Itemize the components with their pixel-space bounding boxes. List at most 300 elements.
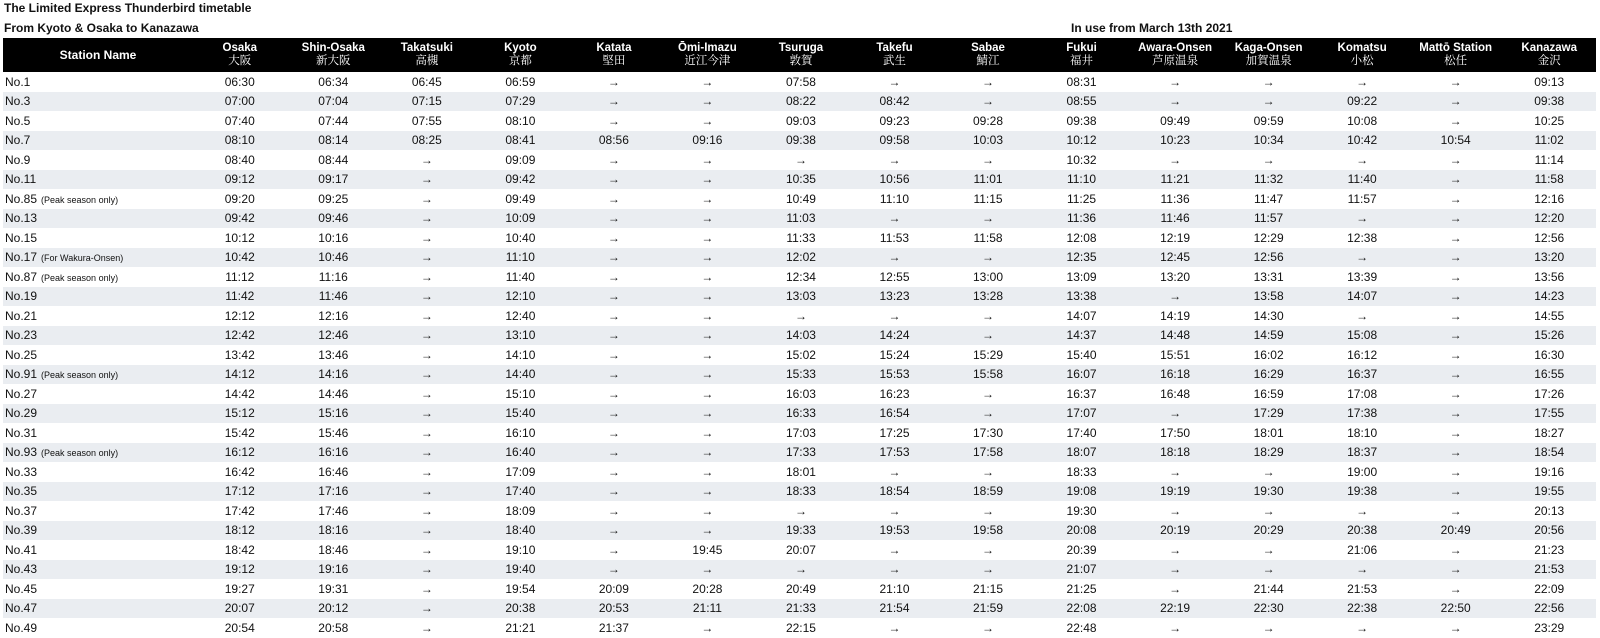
time-cell: → [380,560,474,580]
time-cell: → [701,308,714,323]
time-cell: → [1262,152,1275,167]
time-cell: 11:42 [193,287,287,307]
time-cell: 10:23 [1128,131,1222,151]
time-cell: 15:33 [754,365,848,385]
time-cell: 13:42 [224,347,255,362]
time-cell: 20:38 [474,599,568,619]
time-cell: 20:12 [287,599,381,619]
time-cell: 18:59 [941,482,1035,502]
train-number: No.17 [5,250,38,265]
table-row [3,462,1596,482]
time-cell: → [380,170,474,190]
time-cell: 17:03 [785,425,816,440]
train-number: No.31 [5,425,38,440]
time-cell: 13:10 [474,326,568,346]
timetable-body [3,72,1596,638]
time-cell: → [607,542,620,557]
time-cell: 15:40 [1066,347,1097,362]
time-cell: 11:46 [287,287,381,307]
time-cell: 17:40 [1066,425,1097,440]
time-cell: → [661,365,755,385]
train-name-cell [3,189,193,209]
time-cell: 11:15 [973,191,1003,206]
time-cell: → [941,209,1035,229]
time-cell: → [661,170,755,190]
time-cell: 13:38 [1035,287,1129,307]
table-row [3,423,1596,443]
time-cell: → [1128,404,1222,424]
time-cell: → [1409,482,1503,502]
time-cell: 07:58 [785,74,816,89]
time-cell: → [701,230,714,245]
time-cell: 12:10 [474,287,568,307]
station-name-en: Shin-Osaka [301,42,365,54]
time-cell: → [1409,92,1503,112]
time-cell: 13:46 [318,347,349,362]
table-row [3,579,1596,599]
train-name-cell [3,111,193,131]
time-cell: → [567,482,661,502]
table-row [3,209,1596,229]
train-name-cell [3,131,193,151]
time-cell: → [567,170,661,190]
time-cell: → [567,248,661,268]
time-cell: 18:09 [505,503,536,518]
time-cell: 09:22 [1315,92,1409,112]
time-cell: 09:49 [1160,113,1191,128]
time-cell: 22:50 [1409,599,1503,619]
time-cell: → [1409,365,1503,385]
time-cell: 15:42 [224,425,255,440]
time-cell: 19:55 [1502,482,1596,502]
time-cell: 09:12 [193,170,287,190]
time-cell: → [1262,74,1275,89]
table-row [3,326,1596,346]
time-cell: → [380,404,474,424]
time-cell: 17:58 [941,443,1035,463]
station-name-en: Kyoto [504,42,537,54]
time-cell: 22:15 [785,620,816,635]
train-number: No.35 [5,484,38,499]
time-cell: 19:45 [692,542,723,557]
time-cell: 15:02 [785,347,816,362]
time-cell: 15:46 [318,425,349,440]
time-cell: 09:16 [661,131,755,151]
time-cell: 21:53 [1347,581,1378,596]
time-cell: 17:33 [754,443,848,463]
time-cell: 11:25 [1066,191,1097,206]
train-number: No.29 [5,406,38,421]
document-header [4,0,1594,38]
time-cell: 11:12 [225,269,255,284]
time-cell: 08:22 [754,92,848,112]
train-name-cell [3,579,193,599]
station-header [380,38,474,72]
time-cell: → [888,74,901,89]
time-cell: 12:45 [1128,248,1222,268]
time-cell: 20:28 [692,581,723,596]
time-cell: → [661,248,755,268]
time-cell: 18:16 [287,521,381,541]
time-cell: 19:53 [848,521,942,541]
time-cell: → [1449,308,1462,323]
time-cell: 08:42 [848,92,942,112]
time-cell: → [1449,542,1462,557]
time-cell: 14:46 [318,386,349,401]
time-cell: 12:08 [1066,230,1097,245]
time-cell: → [1169,74,1182,89]
train-name-cell [3,462,193,482]
time-cell: → [607,308,620,323]
time-cell: 14:30 [1253,308,1284,323]
time-cell: 17:12 [193,482,287,502]
station-header [287,38,381,72]
time-cell: → [1169,542,1182,557]
time-cell: 11:58 [973,230,1003,245]
train-name-cell [3,540,193,560]
station-name-jp: 加賀温泉 [1245,55,1292,67]
station-name-jp: 新大阪 [316,55,351,67]
time-cell: → [607,74,620,89]
table-row [3,111,1596,131]
time-cell: → [848,560,942,580]
train-note: (Peak season only) [41,370,119,381]
time-cell: → [661,326,755,346]
time-cell: 21:53 [1502,560,1596,580]
time-cell: 20:49 [1409,521,1503,541]
time-cell: 11:53 [879,230,910,245]
time-cell: 10:46 [287,248,381,268]
time-cell: → [607,269,620,284]
time-cell: 17:40 [474,482,568,502]
time-cell: → [607,464,620,479]
time-cell: 08:44 [318,152,349,167]
time-cell: 11:10 [474,248,568,268]
train-name-cell [3,599,193,619]
time-cell: 11:40 [505,269,535,284]
time-cell: 21:10 [879,581,910,596]
station-name-jp: 芦原温泉 [1152,55,1199,67]
time-cell: → [701,347,714,362]
time-cell: 11:01 [941,170,1035,190]
time-cell: → [941,560,1035,580]
time-cell: → [420,503,433,518]
table-row [3,189,1596,209]
train-name-cell [3,170,193,190]
time-cell: 17:07 [1035,404,1129,424]
time-cell: 11:10 [1035,170,1129,190]
time-cell: 15:40 [474,404,568,424]
table-row [3,618,1596,638]
time-cell: 19:27 [224,581,255,596]
time-cell: → [607,152,620,167]
table-row [3,267,1596,287]
time-cell: → [607,191,620,206]
station-name-en: Ōmi-Imazu [678,42,737,54]
time-cell: 10:09 [474,209,568,229]
train-number: No.47 [5,601,38,616]
time-cell: 08:31 [1066,74,1097,89]
table-row [3,404,1596,424]
train-name-cell [3,306,193,326]
time-cell: 10:12 [224,230,255,245]
time-cell: 11:36 [1035,209,1129,229]
time-cell: 09:59 [1253,113,1284,128]
train-name-cell [3,92,193,112]
time-cell: 14:48 [1128,326,1222,346]
train-number: No.3 [5,94,31,109]
time-cell: → [982,308,995,323]
table-row [3,501,1596,521]
timetable [3,38,1596,638]
time-cell: 17:50 [1160,425,1191,440]
time-cell: → [941,92,1035,112]
time-cell: 18:37 [1315,443,1409,463]
time-cell: 22:30 [1222,599,1316,619]
time-cell: 09:38 [1066,113,1097,128]
train-number: No.45 [5,581,38,596]
time-cell: → [380,443,474,463]
time-cell: 11:33 [786,230,816,245]
time-cell: → [567,404,661,424]
time-cell: → [420,308,433,323]
train-name-cell [3,404,193,424]
time-cell: → [701,386,714,401]
train-number: No.27 [5,386,38,401]
time-cell: 18:18 [1128,443,1222,463]
time-cell: 10:25 [1534,113,1565,128]
time-cell: 21:25 [1066,581,1097,596]
station-name-en: Mattō Station [1419,42,1493,54]
time-cell: → [380,326,474,346]
time-cell: 16:37 [1066,386,1097,401]
time-cell: → [1449,581,1462,596]
time-cell: 16:48 [1160,386,1191,401]
time-cell: → [1409,170,1503,190]
time-cell: 14:37 [1035,326,1129,346]
time-cell: 18:54 [1502,443,1596,463]
time-cell: 12:20 [1502,209,1596,229]
time-cell: 19:30 [1222,482,1316,502]
time-cell: 18:10 [1347,425,1378,440]
time-cell: → [1356,620,1369,635]
time-cell: → [701,425,714,440]
train-number: No.85 [5,191,38,206]
time-cell: → [380,248,474,268]
time-cell: 11:47 [1254,191,1284,206]
time-cell: → [982,542,995,557]
time-cell: 16:55 [1502,365,1596,385]
time-cell: → [380,365,474,385]
time-cell: 15:58 [941,365,1035,385]
time-cell: → [1449,269,1462,284]
time-cell: 15:10 [505,386,536,401]
time-cell: → [888,620,901,635]
time-cell: 14:07 [1066,308,1097,323]
station-name-jp: 武生 [882,55,906,67]
time-cell: → [567,365,661,385]
time-cell: 10:32 [1066,152,1097,167]
time-cell: 21:07 [1035,560,1129,580]
time-cell: → [1409,287,1503,307]
time-cell: 14:16 [287,365,381,385]
train-name-cell [3,267,193,287]
time-cell: 14:12 [193,365,287,385]
train-note: (For Wakura-Onsen) [41,253,124,264]
time-cell: 18:46 [318,542,349,557]
time-cell: → [1449,503,1462,518]
station-name-en: Osaka [222,42,258,54]
time-cell: → [567,209,661,229]
train-number: No.91 [5,367,38,382]
time-cell: 14:03 [754,326,848,346]
time-cell: 21:23 [1534,542,1565,557]
time-cell: → [1409,560,1503,580]
time-cell: 22:56 [1502,599,1596,619]
time-cell: 12:02 [754,248,848,268]
time-cell: 18:29 [1222,443,1316,463]
time-cell: → [1222,560,1316,580]
time-cell: → [607,425,620,440]
time-cell: → [380,287,474,307]
time-cell: 17:42 [224,503,255,518]
train-name-cell [3,618,193,638]
time-cell: 13:23 [848,287,942,307]
station-header [1502,38,1596,72]
time-cell: 08:25 [380,131,474,151]
time-cell: → [567,521,661,541]
time-cell: → [661,443,755,463]
train-name-cell [3,150,193,170]
time-cell: 16:54 [848,404,942,424]
time-cell: 16:33 [754,404,848,424]
time-cell: → [420,620,433,635]
time-cell: 09:38 [1502,92,1596,112]
time-cell: → [1315,209,1409,229]
time-cell: 22:48 [1066,620,1097,635]
time-cell: 17:55 [1502,404,1596,424]
time-cell: 18:42 [224,542,255,557]
time-cell: 21:44 [1253,581,1284,596]
time-cell: → [1262,503,1275,518]
station-header [1128,38,1222,72]
time-cell: → [701,74,714,89]
time-cell: 12:35 [1035,248,1129,268]
time-cell: → [1449,152,1462,167]
time-cell: → [794,152,807,167]
time-cell: → [1315,248,1409,268]
effective-date: In use from March 13th 2021 [1071,21,1233,35]
time-cell: → [380,599,474,619]
train-name-cell [3,326,193,346]
station-name-jp: 鯖江 [976,55,1000,67]
time-cell: 20:38 [1315,521,1409,541]
time-cell: 19:31 [318,581,349,596]
time-cell: → [941,248,1035,268]
time-cell: → [420,386,433,401]
station-name-en: Takatsuki [400,42,453,54]
time-cell: 07:00 [193,92,287,112]
time-cell: → [982,620,995,635]
time-cell: 08:40 [224,152,255,167]
time-cell: → [1449,425,1462,440]
train-note: (Peak season only) [41,448,119,459]
train-name-cell [3,365,193,385]
time-cell: 11:03 [754,209,848,229]
time-cell: → [1262,542,1275,557]
train-number: No.93 [5,445,38,460]
time-cell: 10:56 [848,170,942,190]
time-cell: → [661,482,755,502]
time-cell: 21:37 [598,620,629,635]
train-number: No.13 [5,211,38,226]
time-cell: 17:16 [287,482,381,502]
station-name-en: Fukui [1066,42,1097,54]
station-header [941,38,1035,72]
station-header [1315,38,1409,72]
time-cell: → [661,521,755,541]
train-number: No.23 [5,328,38,343]
time-cell: 12:19 [1160,230,1191,245]
station-name-jp: 近江今津 [684,55,731,67]
train-name-cell [3,228,193,248]
time-cell: 14:42 [224,386,255,401]
station-name-jp: 金沢 [1537,55,1561,67]
time-cell: 14:23 [1502,287,1596,307]
time-cell: → [607,347,620,362]
time-cell: 12:29 [1253,230,1284,245]
time-cell: → [661,404,755,424]
time-cell: 11:14 [1534,152,1564,167]
time-cell: 06:34 [318,74,349,89]
time-cell: 08:41 [474,131,568,151]
time-cell: → [380,482,474,502]
time-cell: → [1222,92,1316,112]
time-cell: 20:29 [1222,521,1316,541]
time-cell: 21:21 [505,620,536,635]
time-cell: 11:57 [1222,209,1316,229]
time-cell: 16:03 [785,386,816,401]
train-name-cell [3,384,193,404]
time-cell: 14:55 [1534,308,1565,323]
time-cell: → [420,464,433,479]
time-cell: 13:03 [754,287,848,307]
time-cell: 13:20 [1502,248,1596,268]
time-cell: 09:17 [287,170,381,190]
train-number: No.21 [5,308,38,323]
train-number: No.49 [5,620,38,635]
station-name-jp: 堅田 [602,55,626,67]
time-cell: 16:10 [505,425,536,440]
train-number: No.19 [5,289,38,304]
time-cell: 18:27 [1534,425,1565,440]
time-cell: 21:11 [661,599,755,619]
time-cell: → [1169,620,1182,635]
time-cell: → [380,209,474,229]
time-cell: 10:03 [941,131,1035,151]
time-cell: → [1356,503,1369,518]
time-cell: 11:32 [1222,170,1316,190]
time-cell: 07:04 [287,92,381,112]
time-cell: → [1409,248,1503,268]
time-cell: → [380,521,474,541]
station-header [193,38,287,72]
time-cell: → [1449,74,1462,89]
time-cell: 15:24 [879,347,910,362]
time-cell: 10:12 [1035,131,1129,151]
train-note: (Peak season only) [41,194,119,205]
table-row [3,540,1596,560]
